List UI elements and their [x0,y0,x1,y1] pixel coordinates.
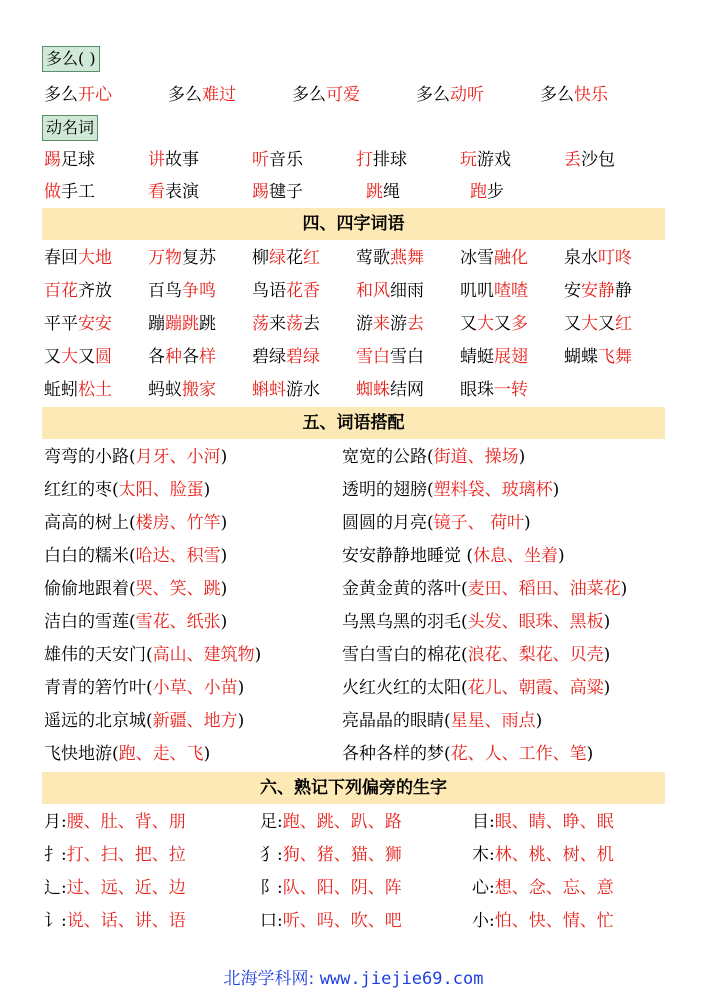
verb-noun-item: 讲故事 [148,150,199,170]
collocation-close: ) [220,579,228,599]
radical-label: 月: [44,812,67,832]
four-char-word: 冰雪融化 [460,248,528,268]
radical-chars: 腰、肚、背、朋 [66,812,186,832]
duome-item: 多么快乐 [540,85,608,105]
collocation-phrase: 宽宽的公路( [342,447,434,467]
verb-noun-item: 听音乐 [252,150,303,170]
verb-noun-item: 跳绳 [366,182,400,202]
collocation-answer: 头发、眼珠、黑板 [467,612,604,632]
four-char-word: 又大又红 [564,314,632,334]
four-char-word: 柳绿花红 [252,248,320,268]
collocation-item [44,606,227,638]
four-char-word: 蜻蜓展翅 [460,347,528,367]
collocation-item [342,573,627,605]
collocation-item [44,540,227,572]
collocation-phrase: 亮晶晶的眼睛( [342,711,451,731]
four-char-word: 眼珠一转 [460,380,528,400]
collocation-answer: 跑、走、飞 [118,744,204,764]
four-char-word: 百花齐放 [44,281,112,301]
four-char-word: 和风细雨 [356,281,424,301]
collocation-row [44,441,663,473]
verb-noun-row [44,144,663,176]
collocation-row [44,639,663,671]
collocation-close: ) [254,645,262,665]
four-char-word: 又大又圆 [44,347,112,367]
duome-item: 多么可爱 [292,85,360,105]
radical-label: 木: [472,845,495,865]
collocation-answer: 哭、笑、跳 [135,579,221,599]
collocation-item [342,540,565,572]
duome-item: 多么开心 [44,85,112,105]
collocation-item [44,672,244,704]
collocation-phrase: 火红火红的太阳( [342,678,468,698]
collocation-answer: 花儿、朝霞、高粱 [467,678,604,698]
collocation-phrase: 金黄金黄的落叶( [342,579,468,599]
collocation-close: ) [558,546,565,566]
collocation-close: ) [203,744,211,764]
four-char-word: 蜘蛛结网 [356,380,424,400]
collocation-phrase: 红红的枣( [44,480,119,500]
collocation-item [342,441,525,473]
collocation-close: ) [603,612,611,632]
collocation-phrase: 安安静静地睡觉 ( [342,546,474,566]
radical-row [44,839,663,871]
radical-label: 犭: [260,845,283,865]
four-char-word: 碧绿碧绿 [252,347,320,367]
collocation-close: ) [620,579,628,599]
radical-label: 口: [260,911,283,931]
collocation-close: ) [552,480,560,500]
collocation-phrase: 弯弯的小路( [44,447,136,467]
collocation-answer: 塑料袋、玻璃杯 [433,480,553,500]
four-char-row [44,374,663,406]
collocation-phrase: 透明的翅膀( [342,480,434,500]
collocation-phrase: 高高的树上( [44,513,136,533]
collocation-row [44,738,663,770]
four-char-word: 蝌蚪游水 [252,380,320,400]
radical-group [44,872,186,904]
radical-label: 辶: [44,878,67,898]
four-char-word: 万物复苏 [148,248,216,268]
footer-site-name: 北海学科网: [223,969,315,989]
radical-label: 扌: [44,845,67,865]
radical-chars: 狗、猪、猫、狮 [282,845,402,865]
collocation-item [44,573,227,605]
four-char-row [44,341,663,373]
four-char-row [44,308,663,340]
radical-chars: 怕、快、情、忙 [494,911,614,931]
radical-group [472,839,614,871]
radical-chars: 说、话、讲、语 [66,911,186,931]
collocation-answer: 新疆、地方 [152,711,238,731]
four-char-word: 鸟语花香 [252,281,320,301]
collocation-answer: 星星、雨点 [450,711,536,731]
collocation-row [44,573,663,605]
collocation-item [44,639,261,671]
four-char-row [44,275,663,307]
collocation-item [342,672,610,704]
verb-noun-item: 丢沙包 [564,150,615,170]
collocation-row [44,606,663,638]
collocation-answer: 休息、坐着 [473,546,559,566]
radical-group [44,839,186,871]
collocation-phrase: 洁白的雪莲( [44,612,136,632]
radical-chars: 过、远、近、边 [66,878,186,898]
collocation-answer: 小草、小苗 [152,678,238,698]
collocation-row [44,507,663,539]
collocation-close: ) [603,678,611,698]
collocation-close: ) [518,447,526,467]
collocation-close: ) [524,513,531,533]
four-char-word: 蚂蚁搬家 [148,380,216,400]
four-char-word: 荡来荡去 [252,314,320,334]
four-char-word: 百鸟争鸣 [148,281,216,301]
collocation-answer: 麦田、稻田、油菜花 [467,579,621,599]
collocation-phrase: 圆圆的月亮( [342,513,434,533]
collocation-close: ) [220,546,228,566]
collocation-row [44,474,663,506]
radical-group [260,872,402,904]
radical-label: 目: [472,812,495,832]
collocation-item [342,705,542,737]
radical-chars: 跑、跳、趴、路 [282,812,402,832]
footer [0,964,707,989]
radical-label: 阝: [260,878,283,898]
four-char-word: 蹦蹦跳跳 [148,314,216,334]
collocation-answer: 街道、操场 [433,447,519,467]
four-char-word: 蝴蝶飞舞 [564,347,632,367]
duome-row [44,79,663,111]
radical-group [472,872,614,904]
radical-chars: 眼、睛、睁、眠 [494,812,614,832]
collocation-item [342,639,610,671]
four-char-word: 泉水叮咚 [564,248,632,268]
collocation-answer: 太阳、脸蛋 [118,480,204,500]
collocation-phrase: 飞快地游( [44,744,119,764]
verb-noun-item: 玩游戏 [460,150,511,170]
collocation-phrase: 白白的糯米( [44,546,136,566]
four-char-word: 游来游去 [356,314,424,334]
verb-noun-item: 踢足球 [44,150,95,170]
duome-item: 多么动听 [416,85,484,105]
radical-group [44,806,186,838]
radical-group [260,806,402,838]
radical-group [260,905,402,937]
collocation-row [44,540,663,572]
collocation-phrase: 青青的箬竹叶( [44,678,153,698]
collocation-answer: 花、人、工作、笔 [450,744,587,764]
collocation-answer: 雪花、纸张 [135,612,221,632]
verb-noun-item: 做手工 [44,182,95,202]
radical-row [44,806,663,838]
duome-item: 多么难过 [168,85,236,105]
collocation-phrase: 遥远的北京城( [44,711,153,731]
collocation-row [44,672,663,704]
radical-group [472,905,614,937]
collocation-item [342,738,593,770]
radical-chars: 队、阳、阴、阵 [282,878,402,898]
collocation-item [44,507,227,539]
radical-chars: 听、吗、吹、吧 [282,911,402,931]
collocation-item [44,441,227,473]
section6-title: 六、熟记下列偏旁的生字 [42,772,665,804]
collocation-phrase: 雪白雪白的棉花( [342,645,468,665]
collocation-row [44,705,663,737]
collocation-phrase: 各种各样的梦( [342,744,451,764]
collocation-answer: 楼房、竹竿 [135,513,221,533]
four-char-word: 春回大地 [44,248,112,268]
collocation-phrase: 雄伟的天安门( [44,645,153,665]
section4-title: 四、四字词语 [42,208,665,240]
radical-label: 讠: [44,911,67,931]
collocation-close: ) [220,612,228,632]
collocation-close: ) [237,678,245,698]
verb-noun-item: 跑步 [470,182,504,202]
collocation-close: ) [535,711,543,731]
verb-noun-item: 踢毽子 [252,182,303,202]
collocation-answer: 镜子、 荷叶 [433,513,525,533]
collocation-close: ) [220,513,228,533]
radical-label: 心: [472,878,495,898]
four-char-word: 蚯蚓松土 [44,380,112,400]
verb-noun-item: 打排球 [356,150,407,170]
collocation-item [342,474,559,506]
verb-noun-row [44,176,663,208]
radical-label: 足: [260,812,283,832]
footer-url[interactable]: www.jiejie69.com [319,969,484,989]
radical-group [44,905,186,937]
radical-row [44,905,663,937]
radical-label: 小: [472,911,495,931]
collocation-item [342,606,610,638]
collocation-close: ) [220,447,228,467]
four-char-row [44,242,663,274]
four-char-word: 雪白雪白 [356,347,424,367]
four-char-word: 安安静静 [564,281,632,301]
collocation-item [342,507,531,539]
verb-noun-item: 看表演 [148,182,199,202]
collocation-answer: 高山、建筑物 [152,645,255,665]
radical-group [472,806,614,838]
collocation-close: ) [237,711,245,731]
collocation-answer: 哈达、积雪 [135,546,221,566]
radical-chars: 林、桃、树、机 [494,845,614,865]
four-char-word: 平平安安 [44,314,112,334]
verb-noun-label: 动名词 [42,115,98,141]
four-char-word: 各种各样 [148,347,216,367]
radical-group [260,839,402,871]
four-char-word: 又大又多 [460,314,528,334]
collocation-item [44,738,210,770]
section5-title: 五、词语搭配 [42,407,665,439]
collocation-close: ) [586,744,594,764]
radical-chars: 打、扫、把、拉 [66,845,186,865]
collocation-item [44,705,244,737]
collocation-phrase: 乌黑乌黑的羽毛( [342,612,468,632]
four-char-word: 叽叽喳喳 [460,281,528,301]
collocation-phrase: 偷偷地跟着( [44,579,136,599]
duome-label: 多么( ) [42,46,100,72]
collocation-close: ) [603,645,611,665]
four-char-word: 莺歌燕舞 [356,248,424,268]
collocation-item [44,474,210,506]
collocation-close: ) [203,480,211,500]
radical-row [44,872,663,904]
radical-chars: 想、念、忘、意 [494,878,614,898]
collocation-answer: 浪花、梨花、贝壳 [467,645,604,665]
collocation-answer: 月牙、小河 [135,447,221,467]
